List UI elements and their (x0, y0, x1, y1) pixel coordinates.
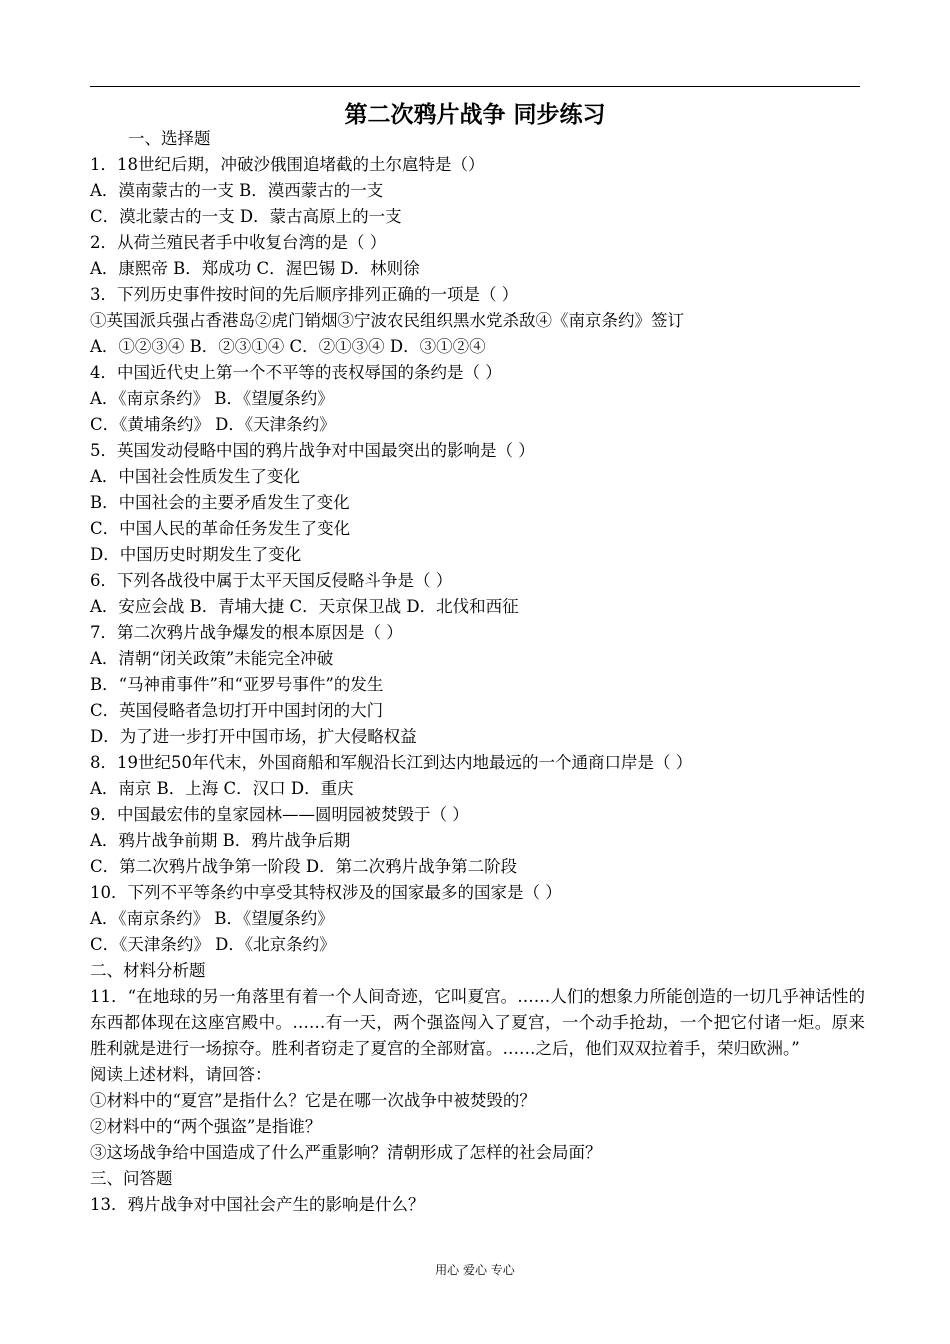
question-10-options-cd: C．《天津条约》 D．《北京条约》 (90, 935, 336, 954)
section-heading-material: 二、材料分析题 (90, 961, 206, 980)
question-13-stem: 13．鸦片战争对中国社会产生的影响是什么？ (90, 1195, 425, 1214)
question-5-option-c: C．中国人民的革命任务发生了变化 (90, 519, 351, 538)
question-3-options: A．①②③④ B．②③①④ C．②①③④ D．③①②④ (90, 337, 486, 356)
question-1-stem: 1．18世纪后期，冲破沙俄围追堵截的土尔扈特是（） (90, 155, 485, 174)
question-10-stem: 10．下列不平等条约中享受其特权涉及的国家最多的国家是（ ） (90, 883, 562, 902)
document-body (90, 126, 865, 1218)
question-2-stem: 2．从荷兰殖民者手中收复台湾的是（ ） (90, 233, 387, 252)
question-8-options: A．南京 B．上海 C．汉口 D．重庆 (90, 779, 354, 798)
question-7-option-b: B．“马神甫事件”和“亚罗号事件”的发生 (90, 675, 384, 694)
page-title: 第二次鸦片战争 同步练习 (344, 102, 606, 128)
question-8-stem: 8．19世纪50年代末，外国商船和军舰沿长江到达内地最远的一个通商口岸是（ ） (90, 753, 693, 772)
question-6-stem: 6．下列各战役中属于太平天国反侵略斗争是（ ） (90, 571, 453, 590)
question-7-option-a: A．清朝“闭关政策”未能完全冲破 (90, 649, 334, 668)
question-9-stem: 9．中国最宏伟的皇家园林——圆明园被焚毁于（ ） (90, 805, 469, 824)
question-11-prompt: 阅读上述材料，请回答： (90, 1065, 272, 1084)
question-5-stem: 5．英国发动侵略中国的鸦片战争对中国最突出的影响是（ ） (90, 441, 535, 460)
question-3-events: ①英国派兵强占香港岛②虎门销烟③宁波农民组织黑水党杀敌④《南京条约》签订 (90, 311, 684, 330)
question-3-stem: 3．下列历史事件按时间的先后顺序排列正确的一项是（ ） (90, 285, 519, 304)
question-5-option-b: B．中国社会的主要矛盾发生了变化 (90, 493, 350, 512)
question-4-stem: 4．中国近代史上第一个不平等的丧权辱国的条约是（ ） (90, 363, 502, 382)
question-10-options-ab: A．《南京条约》 B．《望厦条约》 (90, 909, 334, 928)
question-1-options-ab: A．漠南蒙古的一支 B．漠西蒙古的一支 (90, 181, 384, 200)
question-11-sub-3: ③这场战争给中国造成了什么严重影响？清朝形成了怎样的社会局面？ (90, 1143, 602, 1162)
question-2-options: A．康熙帝 B．郑成功 C．渥巴锡 D．林则徐 (90, 259, 420, 278)
question-7-stem: 7．第二次鸦片战争爆发的根本原因是（ ） (90, 623, 403, 642)
question-5-option-d: D．中国历史时期发生了变化 (90, 545, 302, 564)
question-11-sub-2: ②材料中的“两个强盗”是指谁？ (90, 1117, 322, 1136)
question-7-option-d: D．为了进一步打开中国市场，扩大侵略权益 (90, 727, 417, 746)
question-9-options-cd: C．第二次鸦片战争第一阶段 D．第二次鸦片战争第二阶段 (90, 857, 518, 876)
question-11-sub-1: ①材料中的“夏宫”是指什么？它是在哪一次战争中被焚毁的？ (90, 1091, 536, 1110)
question-4-options-ab: A．《南京条约》 B．《望厦条约》 (90, 389, 334, 408)
header-rule (90, 86, 860, 87)
question-11-passage: 11．“在地球的另一角落里有着一个人间奇迹，它叫夏宫。……人们的想象力所能创造的一切几乎神话性的东西都体现在这座宫殿中。……有一天，两个强盗闯入了夏宫，一个动手抢劫，一个把它付诸一炬。原来胜利就是进行一场掠夺。胜利者窃走了夏宫的全部财富。……之后，他们双双拉着手，荣归欧洲。” (90, 987, 865, 1058)
question-9-options-ab: A．鸦片战争前期 B．鸦片战争后期 (90, 831, 351, 850)
section-heading-choice: 一、选择题 (128, 129, 211, 148)
question-6-options: A．安应会战 B．青埔大捷 C．天京保卫战 D．北伐和西征 (90, 597, 519, 616)
question-4-options-cd: C．《黄埔条约》 D．《天津条约》 (90, 415, 336, 434)
question-1-options-cd: C．漠北蒙古的一支 D．蒙古高原上的一支 (90, 207, 402, 226)
page-footer: 用心 爱心 专心 (435, 1263, 515, 1277)
question-5-option-a: A．中国社会性质发生了变化 (90, 467, 300, 486)
question-7-option-c: C．英国侵略者急切打开中国封闭的大门 (90, 701, 384, 720)
section-heading-qa: 三、问答题 (90, 1169, 173, 1188)
